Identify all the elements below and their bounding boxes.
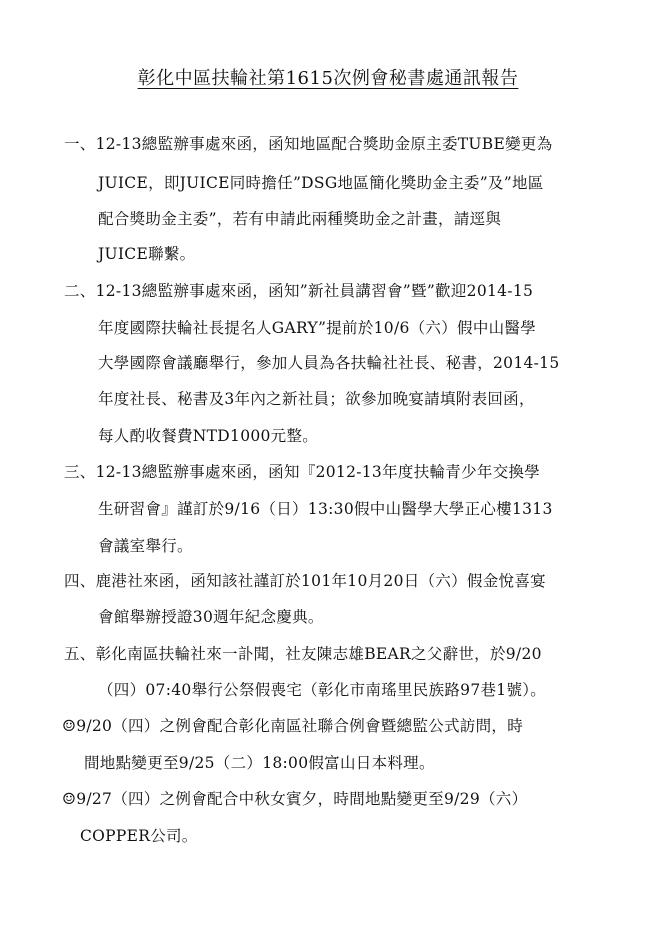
report-line: 二、12-13總監辦事處來函，函知”新社員講習會”暨”歡迎2014-15 bbox=[64, 282, 534, 300]
report-line: 會館舉辦授證30週年紀念慶典。 bbox=[98, 608, 324, 626]
report-line: 三、12-13總監辦事處來函，函知『2012-13年度扶輪青少年交換學 bbox=[64, 463, 541, 481]
report-line: ☺9/27（四）之例會配合中秋女賓夕，時間地點變更至9/29（六） bbox=[62, 790, 528, 808]
report-line: 間地點變更至9/25（二）18:00假富山日本料理。 bbox=[84, 754, 435, 772]
report-line: ☺9/20（四）之例會配合彰化南區社聯合例會暨總監公式訪問，時 bbox=[62, 717, 524, 735]
report-line: 年度國際扶輪社長提名人GARY”提前於10/6（六）假中山醫學 bbox=[98, 319, 537, 337]
report-line: 配合獎助金主委”，若有申請此兩種獎助金之計畫，請逕與 bbox=[98, 210, 502, 228]
report-line: 每人酌收餐費NTD1000元整。 bbox=[98, 427, 319, 445]
report-line: COPPER公司。 bbox=[80, 827, 198, 845]
report-line: JUICE，即JUICE同時擔任”DSG地區簡化獎助金主委”及”地區 bbox=[98, 174, 544, 192]
report-line: 生研習會』謹訂於9/16（日）13:30假中山醫學大學正心樓1313 bbox=[98, 500, 553, 518]
report-line: JUICE聯繫。 bbox=[98, 245, 196, 263]
report-line: 一、12-13總監辦事處來函，函知地區配合獎助金原主委TUBE變更為 bbox=[64, 135, 553, 153]
report-line: 四、鹿港社來函，函知該社謹訂於101年10月20日（六）假金悅喜宴 bbox=[64, 572, 546, 590]
report-line: 五、彰化南區扶輪社來一訃聞，社友陳志雄BEAR之父辭世，於9/20 bbox=[64, 645, 542, 663]
report-line: 會議室舉行。 bbox=[98, 537, 193, 555]
page-title: 彰化中區扶輪社第1615次例會秘書處通訊報告 bbox=[137, 68, 519, 89]
report-line: 大學國際會議廳舉行，參加人員為各扶輪社社長、秘書，2014-15 bbox=[98, 354, 560, 372]
report-line: （四）07:40舉行公祭假喪宅（彰化市南瑤里民族路97巷1號）。 bbox=[98, 681, 547, 699]
report-line: 年度社長、秘書及3年內之新社員；欲參加晚宴請填附表回函， bbox=[98, 390, 535, 408]
